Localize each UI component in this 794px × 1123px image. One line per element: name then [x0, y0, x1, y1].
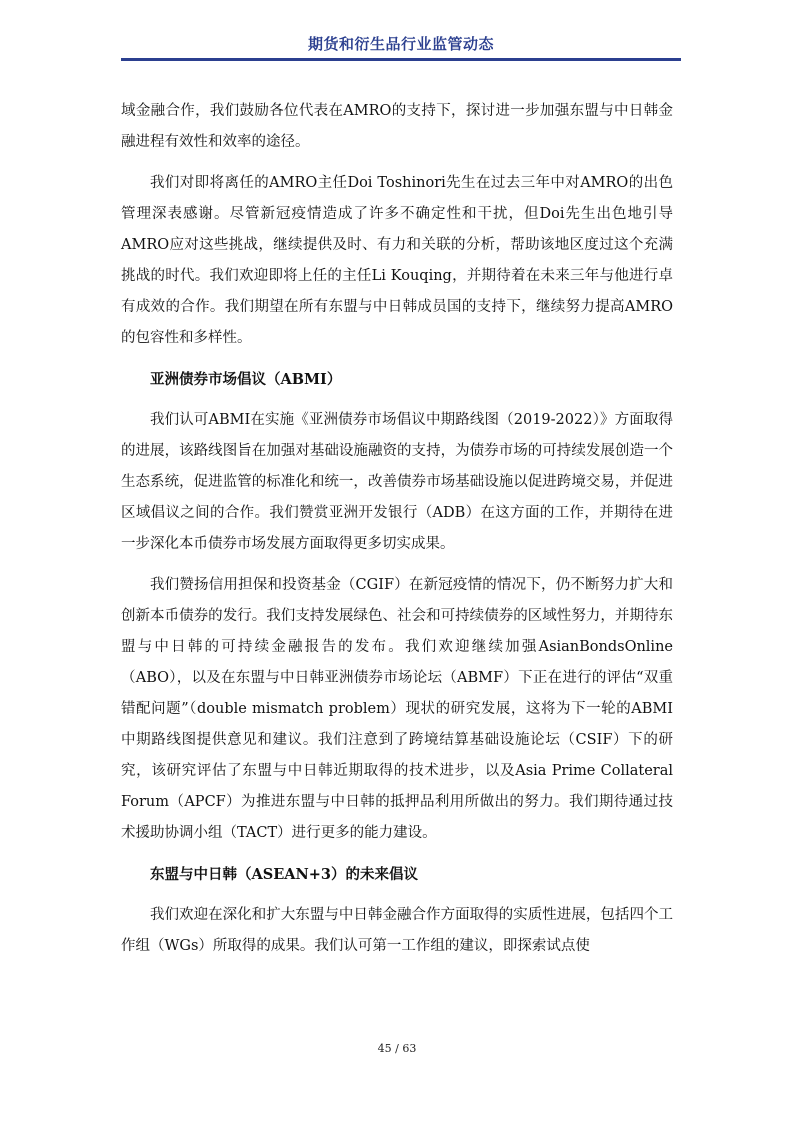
section-heading-future-initiatives: 东盟与中日韩（ASEAN+3）的未来倡议	[150, 866, 419, 883]
document-body	[121, 96, 673, 962]
paragraph-abmi-roadmap: 我们认可ABMI在实施《亚洲债券市场倡议中期路线图（2019-2022）》方面取得的进展，该路线图旨在加强对基础设施融资的支持，为债券市场的可持续发展创造一个生态系统，促进监管的标准化和统一，改善债券市场基础设施以促进跨境交易，并促进区域倡议之间的合作。我们赞赏亚洲开发银行（ADB）在这方面的工作，并期待在进一步深化本币债券市场发展方面取得更多切实成果。	[121, 412, 673, 552]
paragraph-future-initiatives: 我们欢迎在深化和扩大东盟与中日韩金融合作方面取得的实质性进展，包括四个工作组（WGs）所取得的成果。我们认可第一工作组的建议，即探索试点使	[121, 907, 673, 954]
page-header	[121, 34, 681, 54]
section-heading-abmi: 亚洲债券市场倡议（ABMI）	[150, 371, 342, 388]
paragraph-continuation: 域金融合作，我们鼓励各位代表在AMRO的支持下，探讨进一步加强东盟与中日韩金融进程有效性和效率的途径。	[121, 103, 673, 150]
paragraph-amro-director: 我们对即将离任的AMRO主任Doi Toshinori先生在过去三年中对AMRO的出色管理深表感谢。尽管新冠疫情造成了许多不确定性和干扰，但Doi先生出色地引导AMRO应对这些挑战，继续提供及时、有力和关联的分析，帮助该地区度过这个充满挑战的时代。我们欢迎即将上任的主任Li Kouqing，并期待着在未来三年与他进行卓有成效的合作。我们期望在所有东盟与中日韩成员国的支持下，继续努力提高AMRO的包容性和多样性。	[121, 175, 673, 346]
page-number: 45 / 63	[377, 1042, 417, 1055]
header-divider	[121, 58, 681, 61]
header-title: 期货和衍生品行业监管动态	[307, 35, 494, 53]
paragraph-cgif: 我们赞扬信用担保和投资基金（CGIF）在新冠疫情的情况下，仍不断努力扩大和创新本币债券的发行。我们支持发展绿色、社会和可持续债券的区域性努力，并期待东盟与中日韩的可持续金融报告的发布。我们欢迎继续加强AsianBondsOnline（ABO），以及在东盟与中日韩亚洲债券市场论坛（ABMF）下正在进行的评估“双重错配问题”（double mismatch problem）现状的研究发展，这将为下一轮的ABMI中期路线图提供意见和建议。我们注意到了跨境结算基础设施论坛（CSIF）下的研究，该研究评估了东盟与中日韩近期取得的技术进步，以及Asia Prime Collateral Forum（APCF）为推进东盟与中日韩的抵押品利用所做出的努力。我们期待通过技术援助协调小组（TACT）进行更多的能力建设。	[121, 577, 673, 841]
